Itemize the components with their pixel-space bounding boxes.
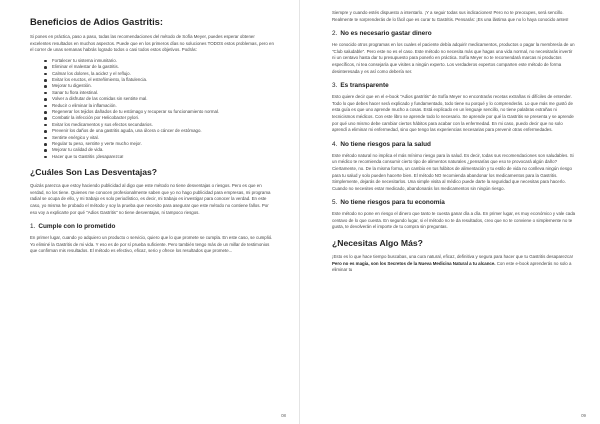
list-item: Prevenir los daños de una gastritis aguda, una úlcera o cáncer de estómago. [44, 128, 274, 134]
bullet-icon [44, 124, 47, 127]
list-item: Volver a disfrutar de las comidas sin sentirte mal. [44, 96, 274, 102]
bullet-icon [44, 156, 47, 159]
list-item: Evitar los medicamentos y sus efectos secundarios. [44, 122, 274, 128]
bullet-icon [44, 143, 47, 146]
list-item: Hacer que tu Gastritis ¡desaparezca! [44, 154, 274, 160]
bullet-icon [44, 98, 47, 101]
point-1-heading: 1. Cumple con lo prometido [30, 223, 116, 231]
point-5-text: Este método no pone en riesgo el dinero que tanto te cuesta ganar día a día. En primer lugar, es muy económico y vale cada centavo de lo que cuesta. En segundo lugar, si el método no te da resultados, creo que no te conviene o simplemente no te gusta, te devolverán el importe de tu compra sin preguntas. [332, 211, 576, 230]
bullet-icon [44, 149, 47, 152]
disadvantages-intro: Quizás parezca que estoy haciendo publicidad al digo que este método no tiene desventajas o riesgos. Pero es que en verdad, no los tiene. Quienes me conocen profesionalmente saben que yo no hago publicidad para empresas, mi programa radial se ocupa de ello, y mi trabajo es solo periodístico, es decir, mi trabajo es investigar para conocer la verdad. En este caso, yo misma he probado el método y soy la prueba que necesito para asegurar que este método no contiene fallos. Por eso voy a explicarte por qué "Adios Gastritis" no tiene desventajas, ni tampoco riesgos. [30, 183, 271, 215]
bullet-icon [44, 79, 47, 82]
page-number-right: 09 [581, 413, 586, 418]
list-item: Sentirte enérgico y vital. [44, 135, 274, 141]
benefits-intro: Si pones en práctica, paso a paso, todas las recomendaciones del método de Sofía Meyer, puedes esperar obtener excelentes resultados en muchos aspectos. Puede que en los primeros días no soluciones TODOS estos problemas, pero en el correr de unas semanas habrás logrado todos o casi todos estos objetivos. Podrás: [30, 34, 274, 53]
bullet-icon [44, 85, 47, 88]
benefits-list [30, 58, 274, 161]
list-item: Sanar tu flora intestinal. [44, 90, 274, 96]
point-2-heading: 2. No es necesario gastar dinero [332, 30, 432, 38]
bullet-icon [44, 130, 47, 133]
bullet-icon [44, 60, 47, 63]
page-number-left: 08 [281, 413, 286, 418]
bullet-icon [44, 111, 47, 114]
list-item: Combatir la infección por Helicobacter pylori. [44, 115, 274, 121]
point-3-heading: 3. Es transparente [332, 82, 389, 90]
need-more-heading: ¿Necesitas Algo Más? [332, 238, 423, 249]
point-4-heading: 4. No tiene riesgos para la salud [332, 140, 431, 148]
bullet-icon [44, 105, 47, 108]
benefits-heading: Beneficios de Adios Gastritis: [30, 16, 164, 27]
list-item: Regenerar los tejidos dañados de tu estómago y recuperar su funcionamiento normal. [44, 109, 274, 115]
point-5-heading: 5. No tiene riesgos para tu economía [332, 199, 445, 207]
bullet-icon [44, 117, 47, 120]
bullet-icon [44, 73, 47, 76]
right-page [300, 0, 600, 424]
list-item: Eliminar el malestar de la gastritis. [44, 64, 274, 70]
point-1-text: En primer lugar, cuando yo adquiero un producto o servicio, quiero que lo que promete se cumpla. En este caso, se cumplió. Yo eliminé la Gastritis de mi vida. Y eso es de por sí prueba suficiente. Pero también tengo más de un millar de testimonios que confirman mis resultados. El método es efectivo, eficaz, serio y ofrece los resultados que promete... [30, 235, 273, 254]
bullet-icon [44, 66, 47, 69]
list-item: Fortalecer tu sistema inmunitario. [44, 58, 274, 64]
list-item: Mejorar tu digestión. [44, 83, 274, 89]
point-4-text: Este método natural no implica el más mínimo riesgo para la salud. Es decir, todas sus recomendaciones son saludables. Si un médico te recomienda consumir cierto tipo de alimentos naturales ¿pensarías que eso te provocará algún daño? Ciertamente, no. De la misma forma, un cambio en tus hábitos de alimentación y tu estilo de vida no conlleva ningún riesgo para tu salud y solo pueden hacerte bien. El método NO recomienda abandonar los medicamentos para la Gastritis. Simplemente, dejarás de necesitarlos. Una simple visita al médico puede darte la seguridad que necesitas para hacerlo. Cuando no necesites estar medicado, abandonarás los medicamentos sin ningún riesgo. [332, 152, 574, 191]
list-item: Regular tu peso, sentirte y verte mucho mejor. [44, 141, 274, 147]
bullet-icon [44, 92, 47, 95]
continued-text: Siempre y cuando estés dispuesto a intentarlo. ¡Y a seguir todas sus indicaciones! Pero no te preocupes, será sencillo. Realmente te sorprenderás de lo fácil que es curar tu Gastritis. Pensarás: ¡Es una lástima que no lo haya conocido antes! [332, 10, 569, 22]
bullet-icon [44, 137, 47, 140]
list-item: Reducir o eliminar la inflamación. [44, 103, 274, 109]
closing-text: ¡Esto es lo que hace tiempo buscabas, una cura natural, eficaz, definitiva y segura para hacer que tu Gastritis desaparezca! Pero no es magia, son los Secretos de la Nueva Medicina Natural a tu alcance. Con este e-book aprenderás no solo a eliminar tu [332, 254, 573, 273]
point-3-text: Esto quiere decir que en el e-book "Adios gastritis" de Sofía Meyer no encontrarás recetas extrañas ni difíciles de entender. Todo lo que debes hacer será explicado y fundamentado, todo tiene su porqué y lo comprenderás. Lo que más me gustó de esta guía es que uno aprende mucho a cosas. Está explicado en un lenguaje sencillo, no tiene palabras extrañas ni tecnicismos médicos. Con este libro se aprende todo lo necesario. Se aprende por qué la Gastritis se presenta y se aprende por qué uno mismo debe cambiar ciertos hábitos para acabar con la enfermedad. En mi caso, puedo decir que no solo aprendí a eliminar mi enfermedad, sino que tengo las experiencias necesarias para prevenir otras enfermedades. [332, 94, 574, 133]
point-2-text: He conocido otros programas en los cuales el paciente debía adquirir medicamentos, productos o pagar la membresía de un "Club saludable". Pero este no es el caso. Este método no necesita más que hagas una vida normal, no necesitarás invertir ni un centavo hasta dar tu presupuesto para ponerlo en práctica. Sofía Meyer no te recomendará marcas ni productos específicos, ni tea consejaría que visites a ningún experto. Los verdaderos expertos comparten este método de forma desinteresada y es así como debería ser. [332, 42, 575, 74]
list-item: Mejorar tu calidad de vida. [44, 147, 274, 153]
list-item: Calmar los dolores, la acidez y el reflujo. [44, 71, 274, 77]
list-item: Evitar los eructos, el estreñimiento, la flatulencia. [44, 77, 274, 83]
disadvantages-heading: ¿Cuáles Son Las Desventajas? [30, 167, 158, 178]
